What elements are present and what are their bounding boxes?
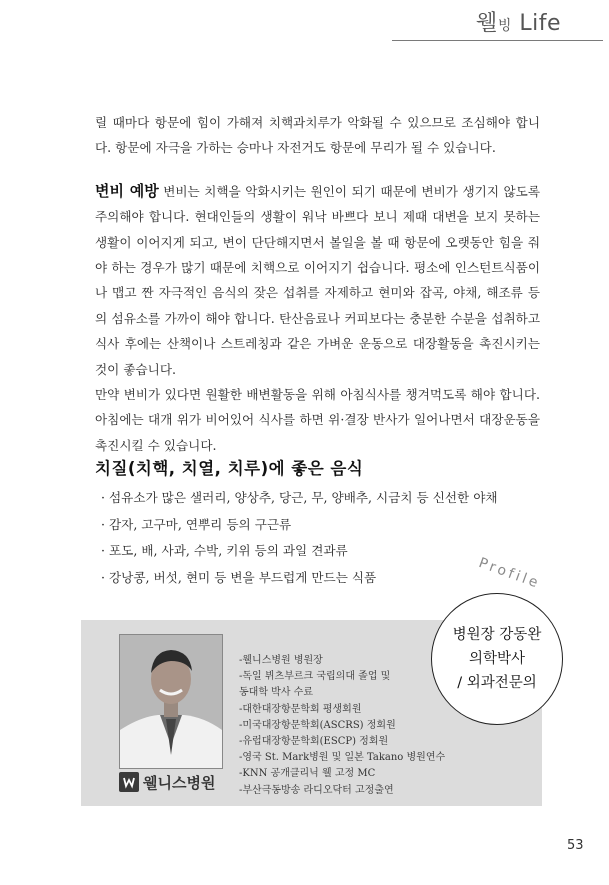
header-title-small: 빙 xyxy=(497,18,512,34)
constipation-paragraph-2: 만약 변비가 있다면 원활한 배변활동을 위해 아침식사를 챙겨먹도록 해야 합니다. 아침에는 대개 위가 비어있어 식사를 하면 위·결장 반사가 일어나면서 대장운동을 촉진시킬 수 있습니다. xyxy=(95,387,540,453)
constipation-lead: 변비 예방 xyxy=(95,181,159,200)
doctor-name-badge xyxy=(431,593,563,725)
credential-item: 동대학 박사 수료 xyxy=(239,687,313,699)
food-item: · 섬유소가 많은 샐러리, 양상추, 당근, 무, 양배추, 시금치 등 신선한 야채 xyxy=(101,485,498,512)
credential-item: -대한대장항문학회 평생회원 xyxy=(239,703,362,715)
credential-item: -영국 St. Mark병원 및 일본 Takano 병원연수 xyxy=(239,752,446,764)
hospital-logo xyxy=(119,770,229,794)
credential-item: -부산극동방송 라디오닥터 고정출연 xyxy=(239,784,394,796)
profile-label: Profile xyxy=(476,555,543,593)
foods-heading: 치질(치핵, 치열, 치루)에 좋은 음식 xyxy=(95,459,364,478)
credential-item: -웰니스병원 병원장 xyxy=(239,655,323,666)
article-body xyxy=(95,110,540,458)
badge-degree: 의학박사 xyxy=(468,651,526,667)
credential-item: -KNN 공개클리닉 웰 고정 MC xyxy=(239,768,376,780)
badge-specialty: / 외과전문의 xyxy=(457,675,537,691)
badge-name: 병원장 강동완 xyxy=(452,627,542,643)
credentials-list xyxy=(239,653,445,799)
food-item: · 감자, 고구마, 연뿌리 등의 구근류 xyxy=(101,512,498,539)
credential-item: -미국대장항문학회(ASCRS) 정회원 xyxy=(239,719,396,731)
intro-paragraph: 릴 때마다 항문에 힘이 가해져 치핵과치루가 악화될 수 있으므로 조심해야 합니다. 항문에 자극을 가하는 승마나 자전거도 항문에 무리가 될 수 있습니다. xyxy=(95,115,540,156)
doctor-photo xyxy=(119,634,223,769)
header-title-main: 웰 xyxy=(476,11,498,36)
hospital-logo-icon xyxy=(119,772,139,792)
header-rule xyxy=(392,40,603,41)
header-title-tail: Life xyxy=(511,11,561,36)
section-spacer xyxy=(95,161,540,179)
food-item: · 포도, 배, 사과, 수박, 키위 등의 과일 견과류 xyxy=(101,538,498,565)
food-item: · 강낭콩, 버섯, 현미 등 변을 부드럽게 만드는 식품 xyxy=(101,565,498,592)
food-list xyxy=(101,485,498,591)
credential-item: -유럽대장항문학회(ESCP) 정회원 xyxy=(239,736,389,748)
section-title-wellbeing-life xyxy=(476,6,561,37)
credential-item: -독일 뷔츠부르크 국립의대 졸업 및 xyxy=(239,671,391,683)
doctor-portrait-illustration xyxy=(120,635,222,768)
page-header xyxy=(0,0,609,46)
page-number: 53 xyxy=(567,838,584,853)
constipation-text: 변비는 치핵을 악화시키는 원인이 되기 때문에 변비가 생기지 않도록 주의해야 합니다. 현대인들의 생활이 워낙 바쁘다 보니 제때 대변을 보지 못하는 생활이 이어지게 되고, 변이 단단해지면서 볼일을 볼 때 항문에 오랫동안 힘을 줘야 하는 경우가 많기 때문에 치핵으로 이어지기 쉽습니다. 평소에 인스턴트식품이나 맵고 짠 자극적인 음식의 잦은 섭취를 자제하고 현미와 잡곡, 야채, 해조류 등의 섬유소를 가까이 해야 합니다. 탄산음료나 커피보다는 충분한 수분을 섭취하고 식사 후에는 산책이나 스트레칭과 같은 가벼운 운동으로 대장활동을 촉진시키는 것이 좋습니다. xyxy=(95,183,540,377)
hospital-name: 웰니스병원 xyxy=(143,773,216,792)
constipation-paragraph xyxy=(95,179,540,382)
